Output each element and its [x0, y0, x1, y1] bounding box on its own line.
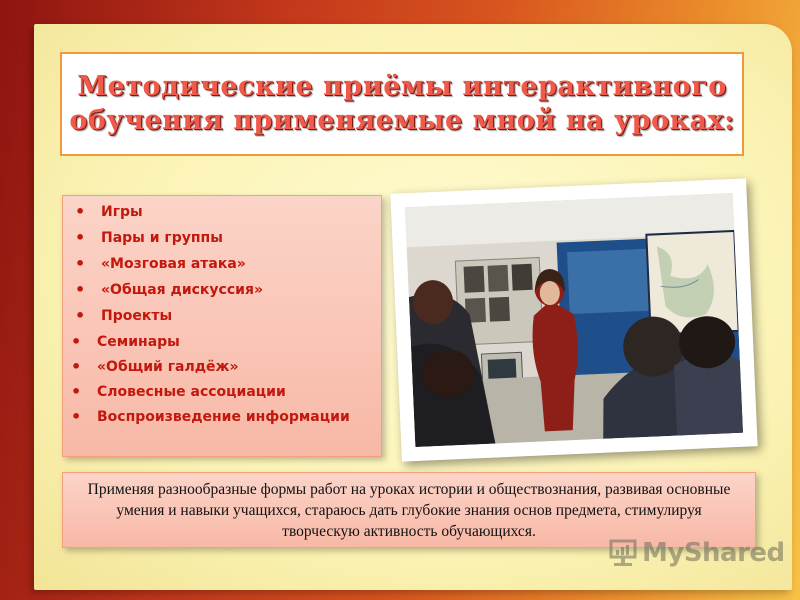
- bullet-icon: •: [75, 228, 86, 247]
- list-item-label: Словесные ассоциации: [97, 384, 286, 400]
- slide-title-line-1: Методические приёмы интерактивного: [77, 71, 727, 102]
- list-item-label: Игры: [101, 204, 143, 220]
- list-item: [75, 306, 173, 325]
- list-item: [75, 254, 246, 273]
- slide-title-line-2: обучения применяемые мной на уроках:: [69, 105, 735, 136]
- list-item: [71, 332, 180, 351]
- list-item: [71, 357, 239, 376]
- photo-frame: [390, 178, 757, 461]
- summary-text: Применяя разнообразные формы работ на уроках истории и обществознания, развивая основные умения и навыки учащихся, стараюсь дать глубокие знания основ предмета, стимулируя творческую активность обучающихся.: [87, 480, 731, 540]
- presentation-board-icon: [608, 538, 638, 568]
- bullet-icon: •: [71, 407, 82, 426]
- list-item-label: «Мозговая атака»: [101, 256, 246, 272]
- list-item: [71, 407, 350, 426]
- methods-list: [62, 195, 382, 457]
- list-item: [75, 228, 223, 247]
- bullet-icon: •: [71, 357, 82, 376]
- watermark-logo-text: MyShared: [642, 538, 785, 568]
- list-item-label: Пары и группы: [101, 230, 223, 246]
- list-item-label: «Общий галдёж»: [97, 359, 239, 375]
- bullet-icon: •: [75, 306, 86, 325]
- list-item-label: «Общая дискуссия»: [101, 282, 263, 298]
- list-item: [75, 280, 263, 299]
- list-item: [75, 202, 143, 221]
- title-box: [60, 52, 744, 156]
- bullet-icon: •: [75, 254, 86, 273]
- list-item-label: Воспроизведение информации: [97, 409, 350, 425]
- bullet-icon: •: [71, 332, 82, 351]
- list-item: [71, 382, 286, 401]
- summary-box: [62, 472, 756, 548]
- watermark-logo: [608, 538, 785, 568]
- bullet-icon: •: [75, 280, 86, 299]
- bullet-icon: •: [75, 202, 86, 221]
- classroom-photo: [405, 193, 743, 447]
- list-item-label: Семинары: [97, 334, 180, 350]
- list-item-label: Проекты: [101, 308, 173, 324]
- classroom-photo-drawing: [405, 193, 743, 447]
- bullet-icon: •: [71, 382, 82, 401]
